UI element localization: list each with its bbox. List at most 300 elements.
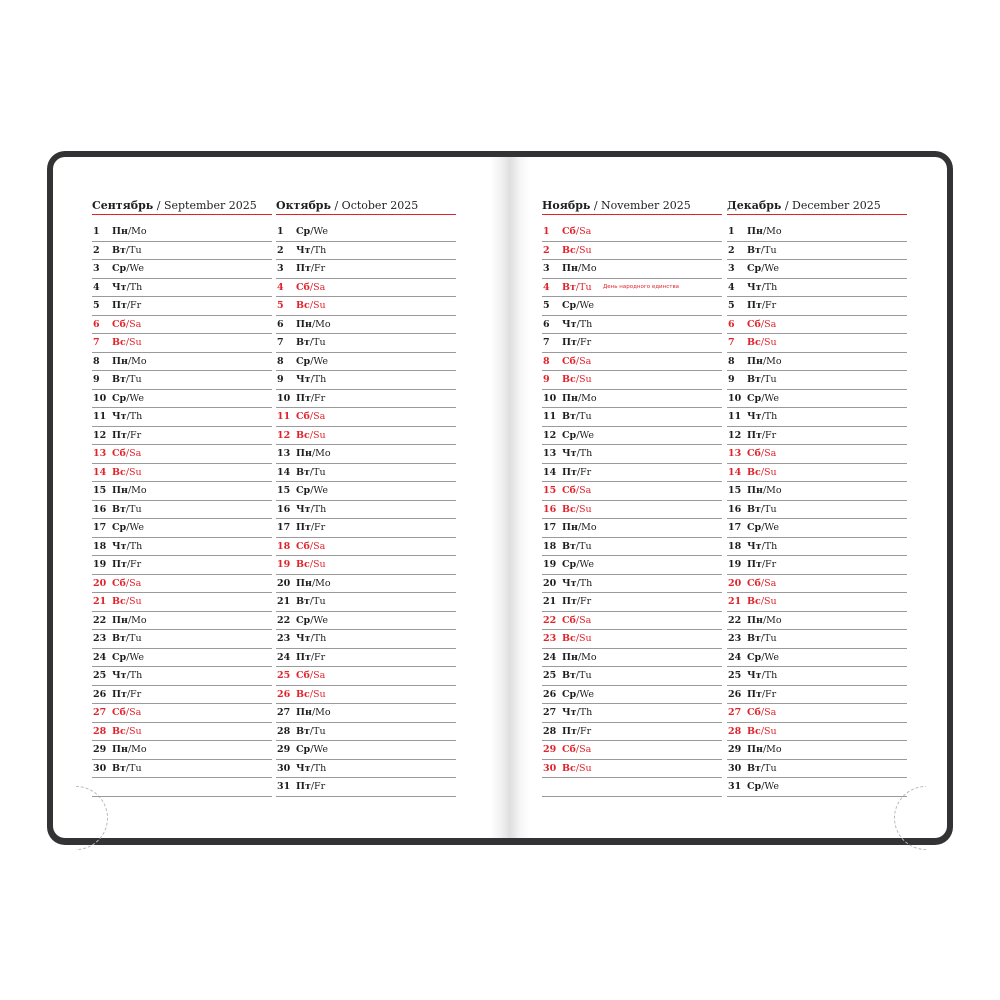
weekday-en: /Mo: [762, 744, 782, 755]
weekday-ru: Сб: [562, 485, 576, 496]
day-number: 3: [543, 263, 550, 274]
day-row: [92, 760, 272, 779]
day-number: 18: [728, 540, 742, 552]
weekday-en: /Th: [576, 448, 593, 459]
weekday-en: /Fr: [761, 559, 777, 570]
day-number: 26: [277, 688, 291, 700]
day-row: [727, 778, 907, 797]
weekday-ru: Вт: [296, 337, 310, 348]
weekday-ru: Вс: [112, 466, 126, 478]
weekday-en: /Sa: [760, 707, 777, 718]
day-row: [276, 630, 456, 649]
day-row: [276, 242, 456, 261]
day-number: 24: [543, 651, 557, 663]
weekday-en: /Tu: [125, 244, 142, 256]
weekday-en: /Fr: [576, 466, 592, 478]
day-number: 3: [277, 263, 284, 274]
day-list: [92, 223, 272, 797]
weekday-en: /Sa: [309, 411, 326, 422]
day-row: [276, 316, 456, 335]
day-row: [92, 242, 272, 261]
day-number: 25: [93, 670, 107, 681]
day-row: [542, 316, 722, 335]
weekday-ru: Вт: [112, 503, 126, 515]
day-row: [92, 408, 272, 427]
weekday-en: /Tu: [125, 503, 142, 515]
weekday-en: /Mo: [577, 522, 597, 533]
weekday-en: /We: [310, 744, 329, 755]
day-row: [92, 612, 272, 631]
weekday-en: /Th: [761, 411, 778, 422]
weekday-en: /Mo: [127, 614, 147, 626]
weekday-en: /Mo: [311, 707, 331, 718]
day-number: 26: [93, 688, 107, 700]
weekday-ru: Пт: [747, 300, 762, 311]
day-row: [727, 686, 907, 705]
day-number: 14: [93, 466, 107, 478]
day-number: 19: [728, 559, 742, 570]
day-row: [542, 667, 722, 686]
weekday-en: /Th: [310, 762, 327, 774]
day-number: 25: [728, 670, 742, 681]
weekday-ru: Сб: [296, 411, 310, 422]
day-number: 15: [728, 485, 742, 496]
weekday-en: /Fr: [761, 300, 777, 311]
weekday-en: /Tu: [575, 281, 592, 293]
weekday-en: /Su: [575, 762, 592, 774]
weekday-en: /Sa: [575, 614, 592, 626]
day-number: 28: [728, 725, 742, 737]
day-row: [542, 223, 722, 242]
day-row: [727, 538, 907, 557]
day-row: [92, 649, 272, 668]
weekday-en: /Mo: [311, 577, 331, 589]
weekday-ru: Пн: [112, 355, 128, 367]
weekday-ru: Сб: [296, 540, 310, 552]
day-row: [92, 556, 272, 575]
weekday-en: /Tu: [309, 725, 326, 737]
weekday-ru: Пт: [296, 392, 311, 404]
day-number: 27: [728, 707, 742, 718]
day-row: [727, 260, 907, 279]
day-number: 6: [277, 318, 284, 330]
weekday-ru: Пн: [112, 614, 128, 626]
weekday-ru: Вс: [562, 374, 576, 385]
day-number: 16: [93, 503, 107, 515]
day-row: [727, 464, 907, 483]
day-number: 27: [93, 707, 107, 718]
weekday-en: /Tu: [125, 633, 142, 644]
day-row: [542, 519, 722, 538]
day-row: [276, 686, 456, 705]
weekday-ru: Пн: [747, 226, 763, 237]
day-row: [542, 390, 722, 409]
weekday-en: /Th: [576, 577, 593, 589]
weekday-en: /Mo: [127, 485, 147, 496]
day-number: 11: [93, 411, 107, 422]
day-row: [542, 482, 722, 501]
day-row: [727, 612, 907, 631]
month-october: [276, 198, 456, 797]
weekday-ru: Ср: [747, 522, 762, 533]
month-header: [727, 198, 907, 215]
weekday-ru: Чт: [562, 707, 577, 718]
weekday-en: /Th: [576, 707, 593, 718]
day-number: 8: [728, 355, 735, 367]
day-row: [727, 630, 907, 649]
weekday-ru: Вс: [296, 688, 310, 700]
day-row: [276, 723, 456, 742]
day-row: [542, 612, 722, 631]
day-number: 15: [93, 485, 107, 496]
day-row: [92, 334, 272, 353]
weekday-en: /Mo: [127, 226, 147, 237]
weekday-ru: Вс: [296, 559, 310, 570]
day-row: [92, 686, 272, 705]
weekday-ru: Пт: [562, 725, 577, 737]
weekday-ru: Ср: [562, 688, 577, 700]
day-row: [542, 279, 722, 298]
weekday-ru: Вс: [562, 503, 576, 515]
weekday-ru: Ср: [562, 300, 577, 311]
weekday-ru: Пт: [747, 559, 762, 570]
day-number: 30: [277, 762, 291, 774]
weekday-en: /Mo: [762, 614, 782, 626]
day-row: [542, 704, 722, 723]
weekday-en: /Su: [760, 466, 777, 478]
day-number: 30: [728, 762, 742, 774]
day-number: 23: [93, 633, 107, 644]
weekday-en: /Fr: [310, 263, 326, 274]
day-row: [727, 482, 907, 501]
month-name-ru: Октябрь: [276, 199, 331, 212]
day-number: 30: [93, 762, 107, 774]
day-row: [92, 445, 272, 464]
day-row: [92, 704, 272, 723]
weekday-en: /Su: [125, 725, 142, 737]
weekday-ru: Вс: [747, 466, 761, 478]
weekday-ru: Вс: [296, 429, 310, 441]
weekday-ru: Сб: [562, 355, 576, 367]
day-number: 25: [277, 670, 291, 681]
weekday-en: /Sa: [125, 448, 142, 459]
weekday-en: /Sa: [125, 577, 142, 589]
weekday-en: /Mo: [762, 485, 782, 496]
weekday-en: /Su: [125, 466, 142, 478]
month-header: [542, 198, 722, 215]
weekday-ru: Ср: [112, 263, 127, 274]
day-row: [276, 778, 456, 797]
day-row: [276, 760, 456, 779]
day-number: 1: [93, 226, 100, 237]
day-number: 9: [93, 374, 100, 385]
weekday-ru: Вс: [562, 762, 576, 774]
day-row: [542, 334, 722, 353]
day-row: [727, 390, 907, 409]
day-row: [542, 501, 722, 520]
weekday-ru: Пн: [296, 318, 312, 330]
day-number: 2: [93, 244, 100, 256]
weekday-ru: Вт: [296, 466, 310, 478]
day-number: 1: [728, 226, 735, 237]
weekday-en: /Sa: [760, 448, 777, 459]
weekday-en: /Fr: [126, 429, 142, 441]
day-row: [727, 427, 907, 446]
weekday-en: /We: [576, 688, 595, 700]
weekday-ru: Ср: [296, 226, 311, 237]
day-number: 12: [277, 429, 291, 441]
day-row: [276, 464, 456, 483]
day-number: 27: [277, 707, 291, 718]
weekday-en: /Fr: [126, 559, 142, 570]
weekday-ru: Вт: [112, 244, 126, 256]
weekday-ru: Сб: [562, 744, 576, 755]
day-number: 21: [728, 596, 742, 607]
day-number: 18: [277, 540, 291, 552]
day-number: 8: [277, 355, 284, 367]
weekday-ru: Пт: [296, 522, 311, 533]
month-name-en: / December 2025: [784, 199, 881, 212]
day-row: [276, 334, 456, 353]
weekday-ru: Пн: [296, 577, 312, 589]
day-row: [727, 445, 907, 464]
day-number: 5: [277, 300, 284, 311]
day-number: 24: [728, 651, 742, 663]
weekday-ru: Вт: [296, 596, 310, 607]
day-row: [727, 334, 907, 353]
day-row: [276, 519, 456, 538]
day-number: 1: [277, 226, 284, 237]
day-number: 28: [93, 725, 107, 737]
weekday-en: /Tu: [760, 762, 777, 774]
weekday-en: /We: [576, 429, 595, 441]
weekday-en: /Mo: [127, 744, 147, 755]
weekday-en: /Th: [310, 374, 327, 385]
weekday-en: /We: [126, 392, 145, 404]
weekday-en: /Su: [309, 559, 326, 570]
day-row: [276, 501, 456, 520]
weekday-en: /Tu: [125, 374, 142, 385]
day-number: 22: [277, 614, 291, 626]
day-number: 14: [277, 466, 291, 478]
day-number: 19: [543, 559, 557, 570]
weekday-ru: Вт: [747, 762, 761, 774]
weekday-en: /Tu: [575, 670, 592, 681]
day-row: [276, 390, 456, 409]
weekday-en: /Tu: [575, 411, 592, 422]
weekday-ru: Чт: [296, 633, 311, 644]
weekday-ru: Чт: [296, 762, 311, 774]
weekday-ru: Пт: [112, 300, 127, 311]
weekday-en: /We: [576, 559, 595, 570]
weekday-ru: Пн: [112, 226, 128, 237]
weekday-en: /Sa: [575, 485, 592, 496]
day-number: 10: [728, 392, 742, 404]
day-number: 21: [93, 596, 107, 607]
day-number: 1: [543, 226, 550, 237]
weekday-en: /Tu: [309, 466, 326, 478]
weekday-ru: Ср: [296, 485, 311, 496]
day-row: [276, 371, 456, 390]
weekday-ru: Вт: [112, 633, 126, 644]
day-number: 28: [277, 725, 291, 737]
weekday-en: /Mo: [762, 355, 782, 367]
weekday-ru: Вс: [747, 725, 761, 737]
day-number: 23: [728, 633, 742, 644]
weekday-ru: Сб: [112, 318, 126, 330]
weekday-en: /Fr: [576, 596, 592, 607]
weekday-en: /Mo: [311, 318, 331, 330]
day-number: 20: [93, 577, 107, 589]
day-number: 10: [543, 392, 557, 404]
weekday-ru: Пт: [747, 429, 762, 441]
weekday-ru: Чт: [562, 448, 577, 459]
weekday-ru: Чт: [747, 411, 762, 422]
day-row: [92, 778, 272, 797]
day-row: [276, 741, 456, 760]
day-number: 26: [728, 688, 742, 700]
weekday-en: /Su: [575, 633, 592, 644]
weekday-en: /Tu: [760, 374, 777, 385]
day-number: 2: [728, 244, 735, 256]
day-number: 13: [277, 448, 291, 459]
month-december: [727, 198, 907, 797]
day-row: [276, 223, 456, 242]
day-number: 12: [728, 429, 742, 441]
day-number: 21: [277, 596, 291, 607]
day-number: 28: [543, 725, 557, 737]
day-row: [92, 575, 272, 594]
weekday-en: /Th: [761, 670, 778, 681]
weekday-ru: Вт: [562, 540, 576, 552]
day-number: 31: [277, 781, 291, 792]
day-row: [92, 538, 272, 557]
day-number: 15: [543, 485, 557, 496]
weekday-ru: Сб: [747, 577, 761, 589]
day-number: 5: [728, 300, 735, 311]
day-row: [92, 279, 272, 298]
day-row: [92, 297, 272, 316]
day-number: 7: [277, 337, 284, 348]
weekday-ru: Чт: [747, 281, 762, 293]
weekday-ru: Пн: [747, 744, 763, 755]
day-row: [276, 279, 456, 298]
day-row: [542, 371, 722, 390]
weekday-ru: Пн: [112, 744, 128, 755]
day-row: [92, 464, 272, 483]
day-number: 29: [728, 744, 742, 755]
weekday-ru: Пт: [296, 263, 311, 274]
weekday-en: /We: [310, 485, 329, 496]
weekday-ru: Чт: [296, 503, 311, 515]
day-row: [727, 223, 907, 242]
weekday-ru: Чт: [112, 281, 127, 293]
day-number: 16: [543, 503, 557, 515]
day-number: 31: [728, 781, 742, 792]
weekday-en: /Th: [126, 281, 143, 293]
weekday-en: /Su: [575, 244, 592, 256]
weekday-en: /Tu: [309, 337, 326, 348]
day-list: [727, 223, 907, 797]
day-row: [727, 316, 907, 335]
day-number: 30: [543, 762, 557, 774]
day-number: 8: [543, 355, 550, 367]
day-number: 21: [543, 596, 557, 607]
weekday-en: /Mo: [762, 226, 782, 237]
day-number: 12: [543, 429, 557, 441]
day-number: 10: [277, 392, 291, 404]
day-number: 7: [543, 337, 550, 348]
day-number: 22: [543, 614, 557, 626]
weekday-ru: Вт: [747, 503, 761, 515]
weekday-ru: Чт: [747, 540, 762, 552]
day-number: 25: [543, 670, 557, 681]
day-row: [542, 353, 722, 372]
day-number: 23: [277, 633, 291, 644]
weekday-en: /Tu: [125, 762, 142, 774]
weekday-en: /Fr: [126, 688, 142, 700]
weekday-ru: Вс: [112, 725, 126, 737]
weekday-en: /Tu: [760, 244, 777, 256]
weekday-ru: Ср: [747, 781, 762, 792]
day-number: 14: [728, 466, 742, 478]
day-number: 9: [728, 374, 735, 385]
month-name-ru: Сентябрь: [92, 199, 154, 212]
weekday-en: /Su: [760, 725, 777, 737]
day-number: 13: [93, 448, 107, 459]
weekday-en: /Mo: [311, 448, 331, 459]
weekday-ru: Ср: [296, 614, 311, 626]
weekday-en: /Fr: [310, 781, 326, 792]
weekday-ru: Сб: [112, 707, 126, 718]
day-row: [542, 260, 722, 279]
day-number: 5: [93, 300, 100, 311]
weekday-ru: Вт: [296, 725, 310, 737]
day-row: [276, 260, 456, 279]
day-row: [727, 575, 907, 594]
weekday-ru: Пн: [562, 392, 578, 404]
day-row: [92, 630, 272, 649]
day-number: 17: [728, 522, 742, 533]
month-name-en: / November 2025: [593, 199, 691, 212]
weekday-ru: Пн: [562, 263, 578, 274]
weekday-en: /Sa: [309, 670, 326, 681]
day-row: [727, 242, 907, 261]
weekday-ru: Чт: [112, 670, 127, 681]
day-number: 11: [728, 411, 742, 422]
weekday-ru: Пт: [562, 337, 577, 348]
weekday-en: /Sa: [575, 355, 592, 367]
day-row: [92, 741, 272, 760]
weekday-ru: Сб: [562, 614, 576, 626]
day-number: 29: [277, 744, 291, 755]
day-row: [92, 353, 272, 372]
weekday-en: /Fr: [126, 300, 142, 311]
day-row: [276, 353, 456, 372]
weekday-en: /Sa: [760, 318, 777, 330]
day-number: 16: [728, 503, 742, 515]
weekday-en: /Th: [761, 281, 778, 293]
weekday-en: /Su: [760, 596, 777, 607]
weekday-en: /Fr: [576, 337, 592, 348]
weekday-en: /Sa: [125, 318, 142, 330]
weekday-en: /Sa: [575, 744, 592, 755]
month-name-en: / September 2025: [156, 199, 257, 212]
weekday-ru: Сб: [112, 448, 126, 459]
weekday-ru: Чт: [296, 374, 311, 385]
day-row: [542, 575, 722, 594]
day-number: 5: [543, 300, 550, 311]
